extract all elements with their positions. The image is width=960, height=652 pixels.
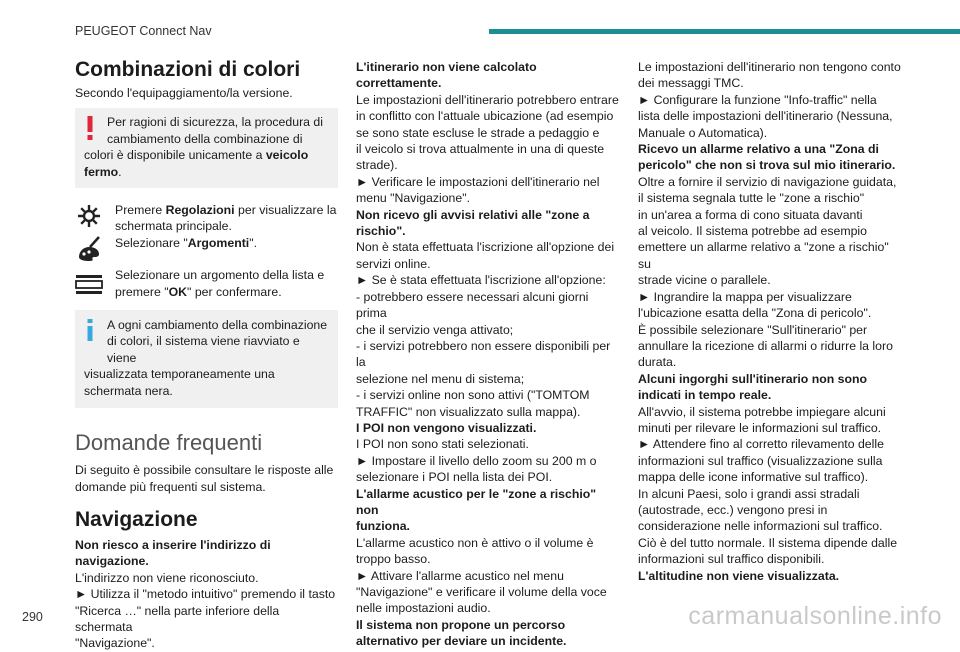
answer-line: (autostrade, ecc.) vengono presi in — [638, 502, 828, 517]
section-heading-faq: Domande frequenti — [75, 430, 263, 456]
warning-line: cambiamento della combinazione di — [107, 131, 303, 146]
subtitle: Secondo l'equipaggiamento/la versione. — [75, 86, 293, 100]
answer-line: selezionare i POI nella lista dei POI. — [356, 470, 553, 485]
answer-line: al veicolo. Il sistema potrebbe ad esempio — [638, 224, 867, 239]
info-line: A ogni cambiamento della combinazione — [107, 318, 328, 333]
answer-line: Ciò è del tutto normale. Il sistema dipende dalle — [638, 535, 898, 550]
answer-line: ► Verificare le impostazioni dell'itinerario nel — [356, 174, 600, 189]
answer-line: il veicolo si trova attualmente in una di queste — [356, 142, 605, 157]
step-text: Selezionare "Argomenti". — [115, 235, 258, 250]
warning-box — [75, 108, 338, 188]
column-1 — [75, 58, 338, 652]
faq-intro: domande più frequenti sul sistema. — [75, 479, 266, 494]
step-text: schermata principale. — [115, 219, 232, 234]
question-line: pericolo" che non si trova sul mio itinerario. — [638, 158, 896, 173]
watermark: carmanualsonline.info — [688, 602, 942, 630]
page-number: 290 — [22, 610, 43, 624]
answer-line: - i servizi online non sono attivi ("TOMTOM — [356, 388, 590, 403]
answer-line: ► Attendere fino al corretto rilevamento delle — [638, 437, 884, 452]
answer-line: informazioni sul traffico disponibili. — [638, 552, 825, 567]
question-line: Il sistema non propone un percorso — [356, 617, 566, 632]
answer-line: - potrebbero essere necessari alcuni giorni prima — [356, 289, 589, 321]
answer-line: In alcuni Paesi, solo i grandi assi stradali — [638, 486, 860, 501]
answer-line: All'avvio, il sistema potrebbe impiegare alcuni — [638, 404, 886, 419]
question-line: funziona. — [356, 519, 410, 534]
question-line: Non ricevo gli avvisi relativi alle "zone a — [356, 207, 590, 222]
step-select-theme — [75, 267, 338, 300]
answer-line: che il servizio venga attivato; — [356, 322, 514, 337]
question: Non riesco a inserire l'indirizzo di — [75, 537, 271, 552]
answer-line: informazioni sul traffico (visualizzazione sulla — [638, 453, 883, 468]
answer-line: strade vicine o parallele. — [638, 273, 771, 288]
list-icon — [75, 270, 103, 298]
answer-line: ► Configurare la funzione "Info-traffic" nella — [638, 92, 877, 107]
answer: "Navigazione". — [75, 636, 155, 651]
answer-line: annullare la ricezione di allarmi o ridurre la loro — [638, 338, 893, 353]
header-title: PEUGEOT Connect Nav — [75, 24, 212, 38]
answer-line: ► Se è stata effettuata l'iscrizione all'opzione: — [356, 273, 606, 288]
question-line: indicati in tempo reale. — [638, 388, 772, 403]
answer-line: durata. — [638, 355, 677, 370]
info-line: visualizzata temporaneamente una — [84, 367, 275, 382]
answer-line: il sistema segnala tutte le "zone a rischio" — [638, 191, 865, 206]
answer-line: È possibile selezionare "Sull'itinerario" per — [638, 322, 868, 337]
answer-line: Le impostazioni dell'itinerario non tengono conto — [638, 60, 901, 74]
answer-line: "Navigazione" e verificare il volume della voce — [356, 585, 607, 599]
section-heading-colors: Combinazioni di colori — [75, 58, 301, 81]
step-text: Selezionare un argomento della lista e — [115, 268, 325, 283]
question-line: I POI non vengono visualizzati. — [356, 420, 537, 435]
answer-line: se sono state escluse le strade a pedaggio e — [356, 125, 600, 140]
answer-line: emettere un allarme relativo a "zone a rischio" su — [638, 240, 889, 271]
question-line: L'itinerario non viene calcolato — [356, 60, 537, 74]
step-text: premere "OK" per confermare. — [115, 284, 282, 299]
answer-line: ► Ingrandire la mappa per visualizzare — [638, 289, 852, 304]
answer-line: selezione nel menu di sistema; — [356, 371, 525, 386]
answer-line: Manuale o Automatica). — [638, 125, 768, 140]
answer-line: TRAFFIC" non visualizzato sulla mappa). — [356, 404, 581, 419]
answer-line: strade). — [356, 158, 398, 173]
warning-line: colori è disponibile unicamente a veicolo — [84, 148, 309, 163]
answer-line: - i servizi potrebbero non essere disponibili per la — [356, 338, 611, 370]
answer-line: servizi online. — [356, 256, 431, 271]
question: navigazione. — [75, 554, 149, 569]
answer: "Ricerca …" nella parte inferiore della schermata — [75, 603, 280, 634]
question-line: rischio". — [356, 224, 406, 239]
answer-line: lista delle impostazioni dell'itinerario (Nessuna, — [638, 109, 893, 124]
answer-line: L'allarme acustico non è attivo o il volume è — [356, 535, 594, 550]
question-line: Alcuni ingorghi sull'itinerario non sono — [638, 371, 868, 386]
answer: L'indirizzo non viene riconosciuto. — [75, 570, 259, 585]
section-heading-navigation: Navigazione — [75, 507, 198, 531]
answer-line: menu "Navigazione". — [356, 191, 470, 206]
answer-line: mappa delle icone informative sul traffico). — [638, 470, 869, 485]
info-line: schermata nera. — [84, 383, 173, 398]
question-line: L'altitudine non viene visualizzata. — [638, 568, 840, 583]
step-themes — [75, 235, 338, 251]
answer-line: Non è stata effettuata l'iscrizione all'opzione dei — [356, 240, 615, 255]
gear-icon — [75, 202, 103, 230]
warning-line: fermo. — [84, 164, 122, 179]
answer-line: ► Attivare l'allarme acustico nel menu — [356, 568, 564, 583]
step-settings — [75, 202, 338, 235]
column-3 — [638, 59, 904, 584]
answer-line: minuti per rilevare le informazioni sul traffico. — [638, 420, 882, 435]
column-2 — [356, 59, 620, 650]
exclamation-icon — [87, 116, 93, 140]
answer-line: l'ubicazione esatta della "Zona di pericolo". — [638, 306, 872, 321]
answer-line: Le impostazioni dell'itinerario potrebbero entrare — [356, 92, 619, 107]
answer-line: in conflitto con l'attuale ubicazione (ad esempio — [356, 109, 614, 124]
info-line: di colori, il sistema viene riavviato e viene — [107, 334, 300, 365]
palette-icon — [75, 235, 103, 263]
answer-line: nelle impostazioni audio. — [356, 601, 491, 616]
info-icon — [87, 319, 93, 341]
answer-line: considerazione nelle informazioni sul traffico. — [638, 519, 883, 534]
answer-line: dei messaggi TMC. — [638, 76, 744, 91]
answer-line: in un'area a forma di cono situata davanti — [638, 207, 863, 222]
info-box — [75, 310, 338, 408]
header-accent-bar — [489, 29, 960, 34]
question-line: Ricevo un allarme relativo a una "Zona di — [638, 142, 879, 157]
question-line: correttamente. — [356, 76, 442, 91]
step-text: Premere Regolazioni per visualizzare la — [115, 203, 337, 218]
question-line: L'allarme acustico per le "zone a rischio" non — [356, 486, 597, 517]
answer-line: ► Impostare il livello dello zoom su 200 m o — [356, 453, 597, 468]
question-line: alternativo per deviare un incidente. — [356, 634, 567, 649]
faq-intro: Di seguito è possibile consultare le risposte alle — [75, 463, 334, 478]
answer-line: Oltre a fornire il servizio di navigazione guidata, — [638, 174, 897, 189]
answer: ► Utilizza il "metodo intuitivo" premendo il tasto — [75, 587, 336, 602]
answer-line: I POI non sono stati selezionati. — [356, 437, 529, 452]
warning-line: Per ragioni di sicurezza, la procedura di — [107, 115, 323, 130]
answer-line: troppo basso. — [356, 552, 431, 567]
